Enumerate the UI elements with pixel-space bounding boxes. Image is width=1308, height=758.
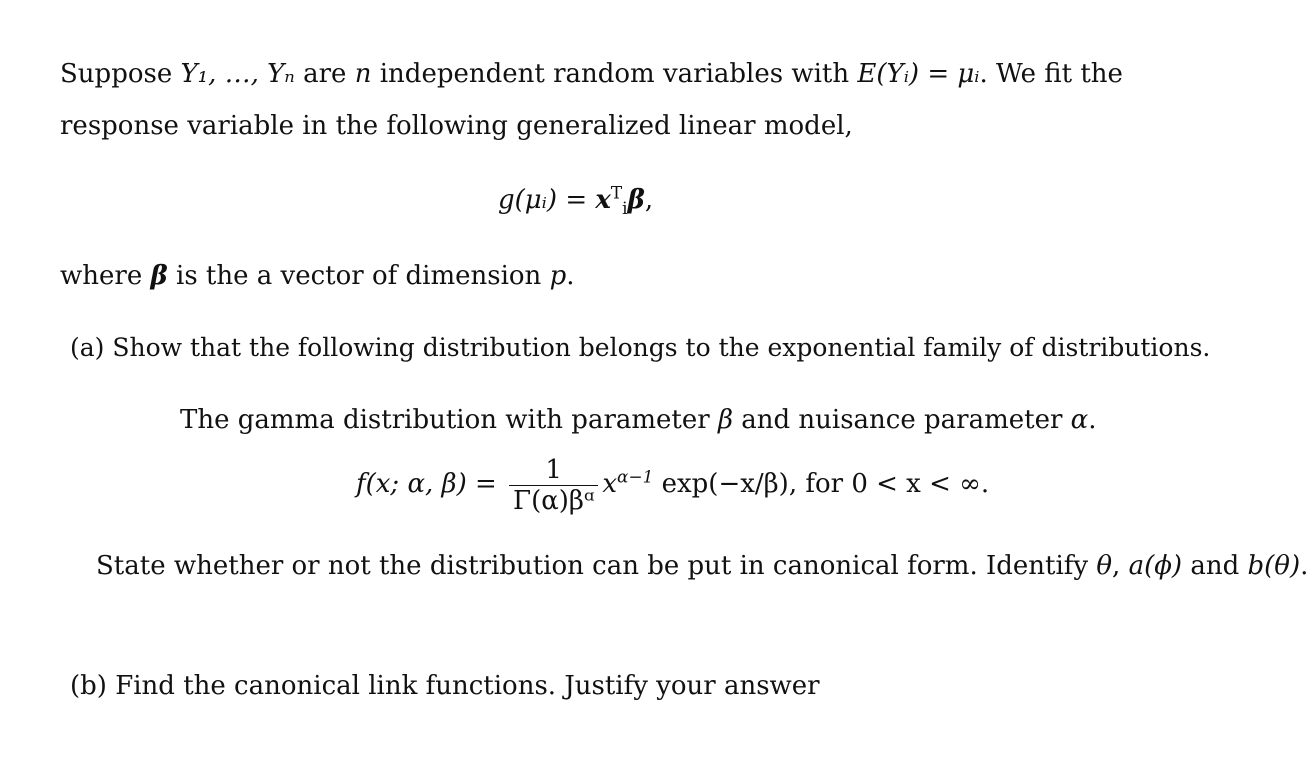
fraction-denominator: Γ(α)βᵅ — [513, 485, 595, 516]
where-text: . — [566, 261, 575, 291]
part-b-line — [70, 670, 820, 702]
state-theta: θ — [1096, 551, 1113, 581]
where-text: is the a vector of dimension — [167, 261, 550, 291]
formula-lhs: f(x; α, β) = — [356, 469, 506, 499]
gamma-formula — [356, 453, 989, 516]
equation-lhs: g(μᵢ) = — [498, 185, 596, 215]
state-and: and — [1182, 551, 1248, 581]
part-b-text: Find the canonical link functions. Justify your answer — [115, 671, 820, 701]
fraction-numerator: 1 — [509, 455, 598, 486]
gamma-beta: β — [717, 405, 733, 435]
intro-line-1 — [60, 58, 1123, 90]
where-p: p — [549, 261, 567, 291]
state-line — [96, 550, 1308, 582]
intro-text: are — [294, 59, 355, 89]
part-a-label: (a) — [70, 333, 105, 362]
formula-x: x — [602, 469, 618, 499]
state-sep: , — [1112, 551, 1129, 581]
equation-superscript: T — [610, 182, 623, 203]
equation-comma: , — [644, 185, 654, 215]
state-a-phi: a(ϕ) — [1128, 551, 1183, 581]
intro-line-2: response variable in the following generalized linear model, — [60, 111, 853, 141]
gamma-alpha: α — [1070, 405, 1089, 435]
state-end: . — [1300, 551, 1308, 581]
gamma-line — [180, 404, 1096, 436]
gamma-text: . — [1088, 405, 1097, 435]
intro-text: . We fit the — [979, 59, 1123, 89]
math-variables: Y₁, …, Yₙ — [180, 59, 295, 89]
equation-subscript: i — [622, 198, 628, 219]
math-n: n — [354, 59, 372, 89]
intro-text: Suppose — [60, 59, 181, 89]
state-text: State whether or not the distribution can be put in canonical form. Identify — [96, 551, 1097, 581]
formula-exp-term: exp(−x/β), for 0 < x < ∞. — [653, 469, 990, 499]
part-b-label: (b) — [70, 671, 107, 701]
math-expectation: E(Yᵢ) = μᵢ — [857, 59, 980, 89]
where-line — [60, 260, 575, 292]
state-b-theta: b(θ) — [1247, 551, 1301, 581]
equation-beta: β — [627, 185, 645, 215]
intro-text: independent random variables with — [371, 59, 858, 89]
gamma-text: The gamma distribution with parameter — [180, 405, 718, 435]
part-a-text: Show that the following distribution belongs to the exponential family of distributions. — [112, 333, 1211, 362]
equation-x: x — [595, 185, 611, 215]
formula-fraction — [509, 455, 598, 516]
model-equation — [498, 182, 654, 219]
where-beta: β — [150, 261, 168, 291]
where-text: where — [60, 261, 151, 291]
formula-exponent: α−1 — [617, 466, 654, 487]
gamma-text: and nuisance parameter — [732, 405, 1071, 435]
part-a-line — [70, 332, 1210, 364]
